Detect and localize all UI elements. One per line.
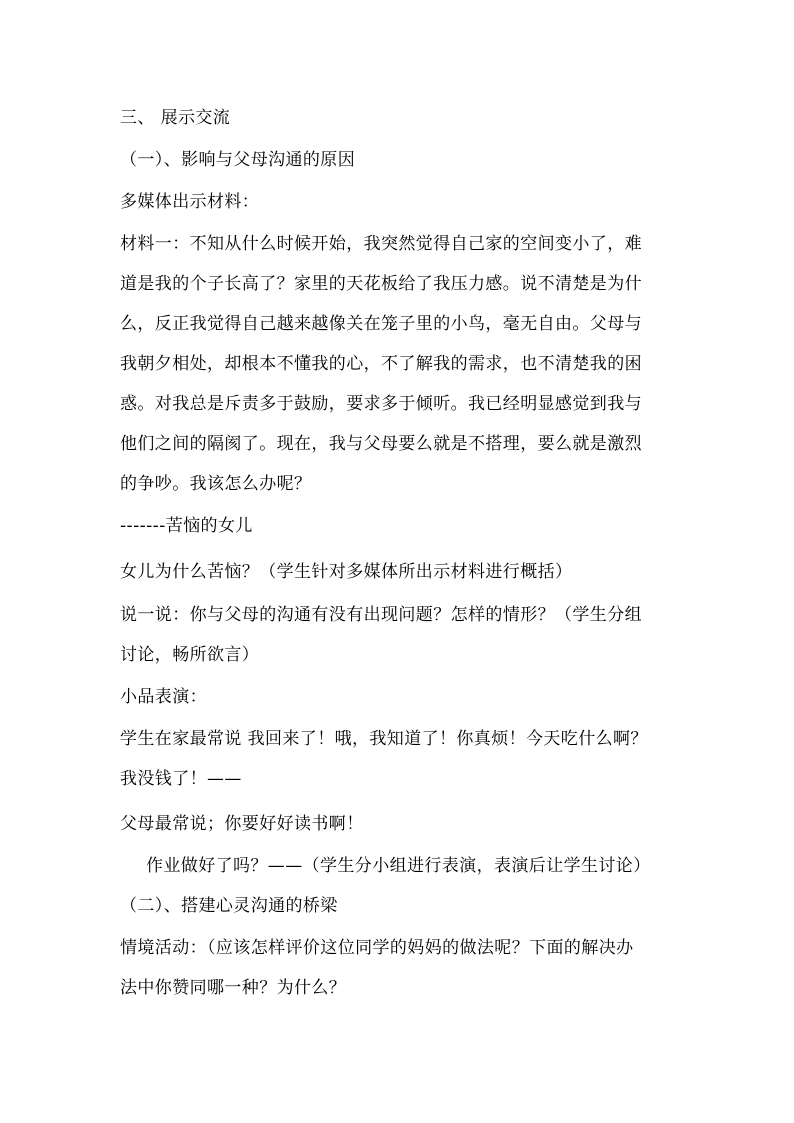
skit-label: 小品表演：: [120, 687, 207, 707]
material-line: 么，反正我觉得自己越来越像关在笼子里的小鸟，毫无自由。父母与: [120, 314, 642, 334]
material-line: 的争吵。我该怎么办呢？: [120, 474, 312, 494]
multimedia-intro: 多媒体出示材料：: [120, 192, 260, 212]
material-line: 道是我的个子长高了？家里的天花板给了我压力感。说不清楚是为什: [120, 274, 642, 294]
parent-line-continued: 作业做好了吗？——（学生分小组进行表演，表演后让学生讨论）: [146, 856, 651, 876]
student-line: 学生在家最常说 我回来了！哦，我知道了！你真烦！今天吃什么啊？: [120, 729, 648, 749]
question-why-troubled: 女儿为什么苦恼？（学生针对多媒体所出示材料进行概括）: [120, 562, 573, 582]
signature: -------苦恼的女儿: [120, 516, 253, 536]
sub-heading-influences: （一）、影响与父母沟通的原因: [120, 150, 356, 170]
scenario-line: 法中你赞同哪一种？为什么？: [120, 978, 347, 998]
sub-heading-bridge: （二）、搭建心灵沟通的桥梁: [120, 896, 338, 916]
talk-line: 说一说：你与父母的沟通有没有出现问题？怎样的情形？（学生分组: [120, 605, 642, 625]
material-line: 材料一：不知从什么时候开始，我突然觉得自己家的空间变小了，难: [120, 234, 642, 254]
material-line: 惑。对我总是斥责多于鼓励，要求多于倾听。我已经明显感觉到我与: [120, 394, 642, 414]
material-line: 我朝夕相处，却根本不懂我的心，不了解我的需求，也不清楚我的困: [120, 354, 642, 374]
material-line: 他们之间的隔阂了。现在，我与父母要么就是不搭理，要么就是激烈: [120, 434, 642, 454]
parent-line: 父母最常说；你要好好读书啊！: [120, 814, 364, 834]
section-heading: 三、 展示交流: [120, 108, 231, 128]
talk-line: 讨论，畅所欲言）: [120, 645, 260, 665]
student-line: 我没钱了！——: [120, 769, 242, 789]
scenario-line: 情境活动：（应该怎样评价这位同学的妈妈的做法呢？下面的解决办: [120, 938, 634, 958]
